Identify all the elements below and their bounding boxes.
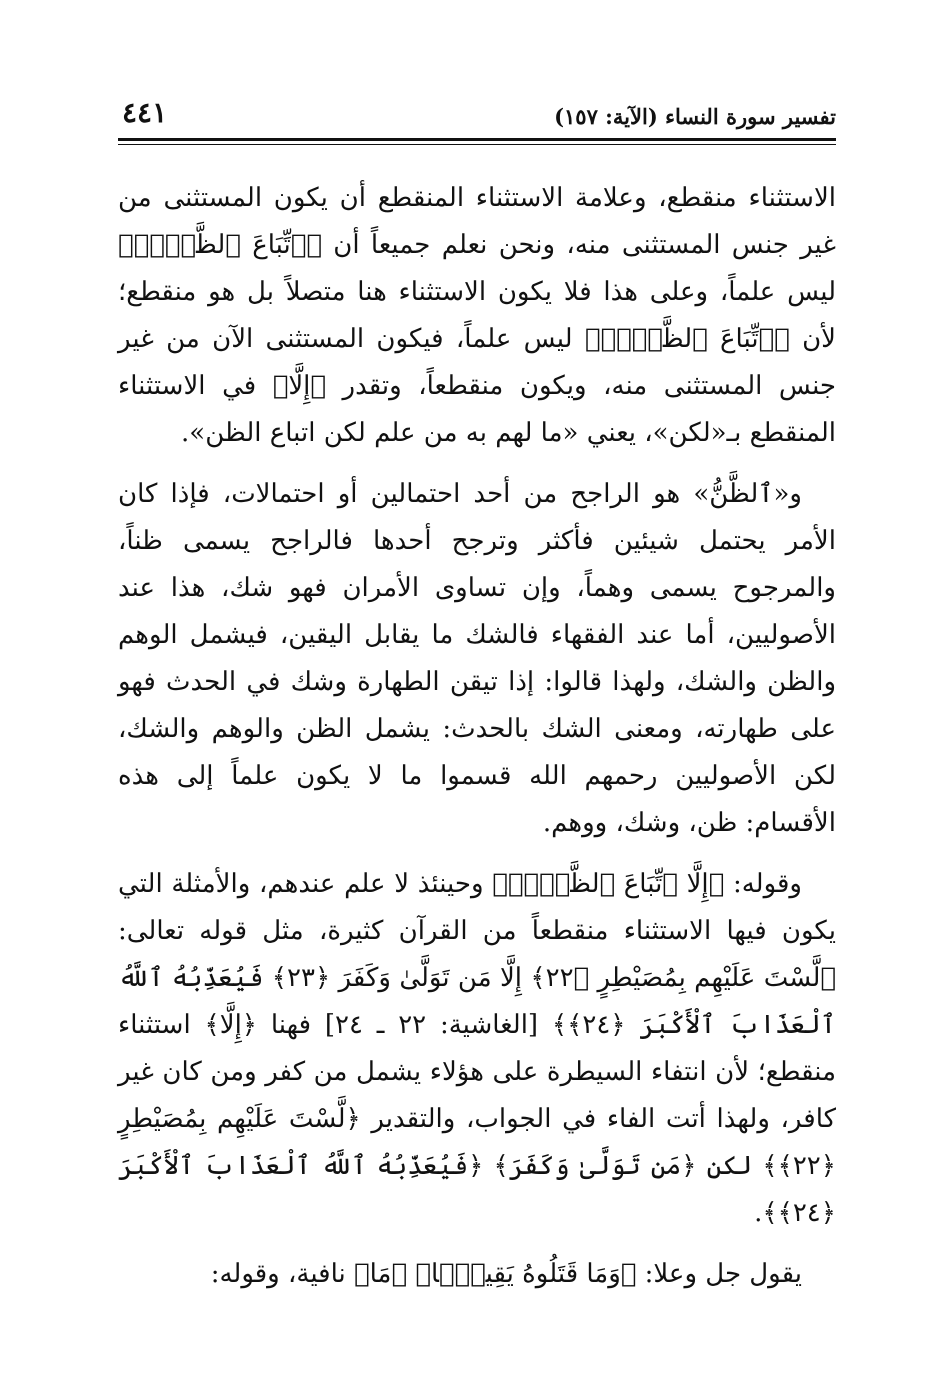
page-header bbox=[118, 90, 836, 138]
header-rule-thick bbox=[118, 138, 836, 141]
body-text bbox=[118, 175, 836, 1298]
paragraph-2: و«ٱلظَّنُّ» هو الراجح من أحد احتمالين أو احتمالات، فإذا كان الأمر يحتمل شيئين فأكثر وترجح أحدها فالراجح يسمى ظناً، والمرجوح يسمى وهماً، وإن تساوى الأمران فهو شك، هذا عند الأصوليين، أما عند الفقهاء فالشك ما يقابل اليقين، فيشمل الوهم والظن والشك، ولهذا قالوا: إذا تيقن الطهارة وشك في الحدث فهو على طهارته، ومعنى الشك بالحدث: يشمل الظن والوهم والشك، لكن الأصوليين رحمهم الله قسموا ما لا يكون علماً إلى هذه الأقسام: ظن، وشك، ووهم. bbox=[118, 479, 836, 838]
header-rule-thin bbox=[118, 144, 836, 145]
paragraph-4: يقول جل وعلا: ﴿وَمَا قَتَلُوهُ يَقِينَۢا﴾ ﴿مَا﴾ نافية، وقوله: bbox=[210, 1259, 802, 1289]
paragraph-3: وقوله: ﴿إِلَّا ٱتِّبَاعَ ٱلظَّنِّۚ﴾ وحينئذ لا علم عندهم، والأمثلة التي يكون فيها الاستثناء منقطعاً من القرآن كثيرة، مثل قوله تعالى: ﴿لَّسْتَ عَلَيْهِم بِمُصَيْطِرٍ ﴿٢٢﴾ إِلَّا مَن تَوَلَّىٰ وَكَفَرَ ﴿٢٣﴾ فَيُعَذِّبُهُ ٱللَّهُ ٱلْعَذَابَ ٱلْأَكْبَرَ ﴿٢٤﴾﴾ [الغاشية: ٢٢ ـ ٢٤] فهنا ﴿إِلَّا﴾ استثناء منقطع؛ لأن انتفاء السيطرة على هؤلاء يشمل من كفر ومن كان غير كافر، ولهذا أتت الفاء في الجواب، والتقدير ﴿لَّسْتَ عَلَيْهِم بِمُصَيْطِرٍ ﴿٢٢﴾﴾ لكن ﴿مَن تَوَلَّىٰ وَكَفَرَ﴾ ﴿فَيُعَذِّبُهُ ٱللَّهُ ٱلْعَذَابَ ٱلْأَكْبَرَ ﴿٢٤﴾﴾. bbox=[118, 869, 837, 1228]
book-page bbox=[118, 90, 836, 1360]
running-title: تفسير سورة النساء (الآية: ١٥٧) bbox=[554, 104, 836, 129]
page-number: ٤٤١ bbox=[122, 96, 168, 129]
paragraph-1: الاستثناء منقطع، وعلامة الاستثناء المنقطع أن يكون المستثنى من غير جنس المستثنى منه، ونحن نعلم جميعاً أن ﴿ٱتِّبَاعَ ٱلظَّنِّۚ﴾ ليس علماً، وعلى هذا فلا يكون الاستثناء هنا متصلاً بل هو منقطع؛ لأن ﴿ٱتِّبَاعَ ٱلظَّنِّۚ﴾ ليس علماً، فيكون المستثنى الآن من غير جنس المستثنى منه، ويكون منقطعاً، وتقدر ﴿إِلَّا﴾ في الاستثناء المنقطع بـ«لكن»، يعني «ما لهم به من علم لكن اتباع الظن». bbox=[118, 183, 836, 448]
